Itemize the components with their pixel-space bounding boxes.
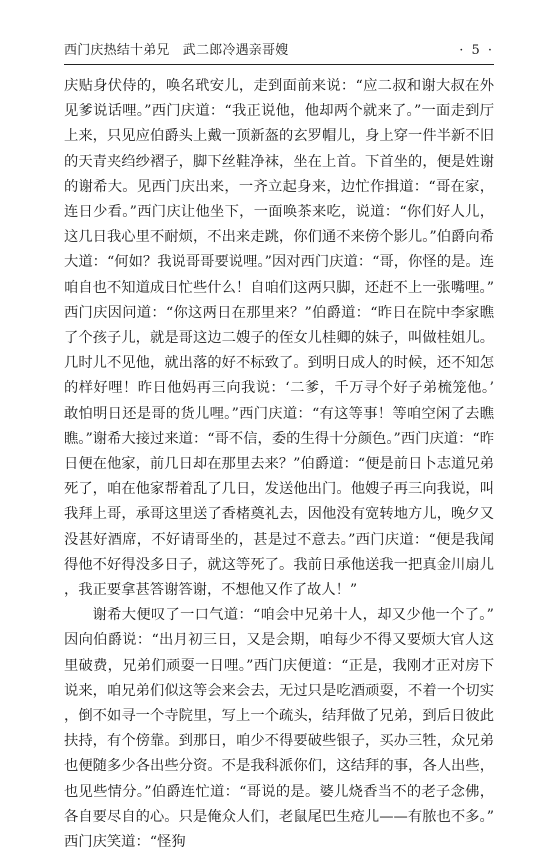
paragraph-continued: 庆贴身伏侍的，唤名玳安儿，走到面前来说：“应二叔和谢大叔在外见爹说话哩。”西门庆道：“我正说他，他却两个就来了。”一面走到厅上来，只见应伯爵头上戴一顶新盔的玄罗帽儿，身上穿一件半新不旧的天青夹绉纱褶子，脚下丝鞋净袜，坐在上首。下首坐的，便是姓谢的谢希大。见西门庆出来，一齐立起身来，边忙作揖道：“哥在家，连日少看。”西门庆让他坐下，一面唤茶来吃，说道：“你们好人儿，这几日我心里不耐烦，不出来走跳，你们通不来傍个影儿。”伯爵向希大道：“何如？我说哥哥要说哩。”因对西门庆道：“哥，你怪的是。连咱自也不知道成日忙些什么！自咱们这两只脚，还赶不上一张嘴哩。”西门庆因问道：“你这两日在那里来？”伯爵道：“昨日在院中李家瞧了个孩子儿，就是哥这边二嫂子的侄女儿桂卿的妹子，叫做桂姐儿。几时儿不见他，就出落的好不标致了。到明日成人的时候，还不知怎的样好哩！昨日他妈再三向我说：‘二爹，千万寻个好子弟梳笼他。’敢怕明日还是哥的货儿哩。”西门庆道：“有这等事！等咱空闲了去瞧瞧。”谢希大接过来道：“哥不信，委的生得十分颜色。”西门庆道：“昨日便在他家，前几日却在那里去来？”伯爵道：“便是前日卜志道兄弟死了，咱在他家帮着乱了几日，发送他出门。他嫂子再三向我说，叫我拜上哥，承哥这里送了香楮奠礼去，因他没有宽转地方儿，晚夕又没甚好酒席，不好请哥坐的，甚是过不意去。”西门庆道：“便是我闻得他不好得没多日子，就这等死了。我前日承他送我一把真金川扇儿，我正要拿甚答谢答谢，不想他又作了故人！” <box>64 78 494 599</box>
paragraph: 谢希大便叹了一口气道：“咱会中兄弟十人，却又少他一个了。”因向伯爵说：“出月初三日，又是会期，咱每少不得又要烦大官人这里破费，兄弟们顽耍一日哩。”西门庆便道：“正是，我刚才正对房下说来，咱兄弟们似这等会来会去，无过只是吃酒顽耍，不着一个切实，倒不如寻一个寺院里，写上一个疏头，结拜做了兄弟，到后日彼此扶持，有个傍靠。到那日，咱少不得要破些银子，买办三牲，众兄弟也便随多少各出些分资。不是我科派你们，这结拜的事，各人出些，也见些情分。”伯爵连忙道：“哥说的是。婆儿烧香当不的老子念佛，各自要尽自的心。只是俺众人们，老鼠尾巴生疮儿——有脓也不多。”西门庆笑道：“怪狗 <box>64 607 494 851</box>
body-text <box>64 74 494 851</box>
page-number: · 5 · <box>459 43 494 58</box>
running-head <box>64 41 494 61</box>
chapter-title: 西门庆热结十弟兄 武二郎冷遇亲哥嫂 <box>64 43 289 58</box>
header-rule <box>64 64 494 65</box>
